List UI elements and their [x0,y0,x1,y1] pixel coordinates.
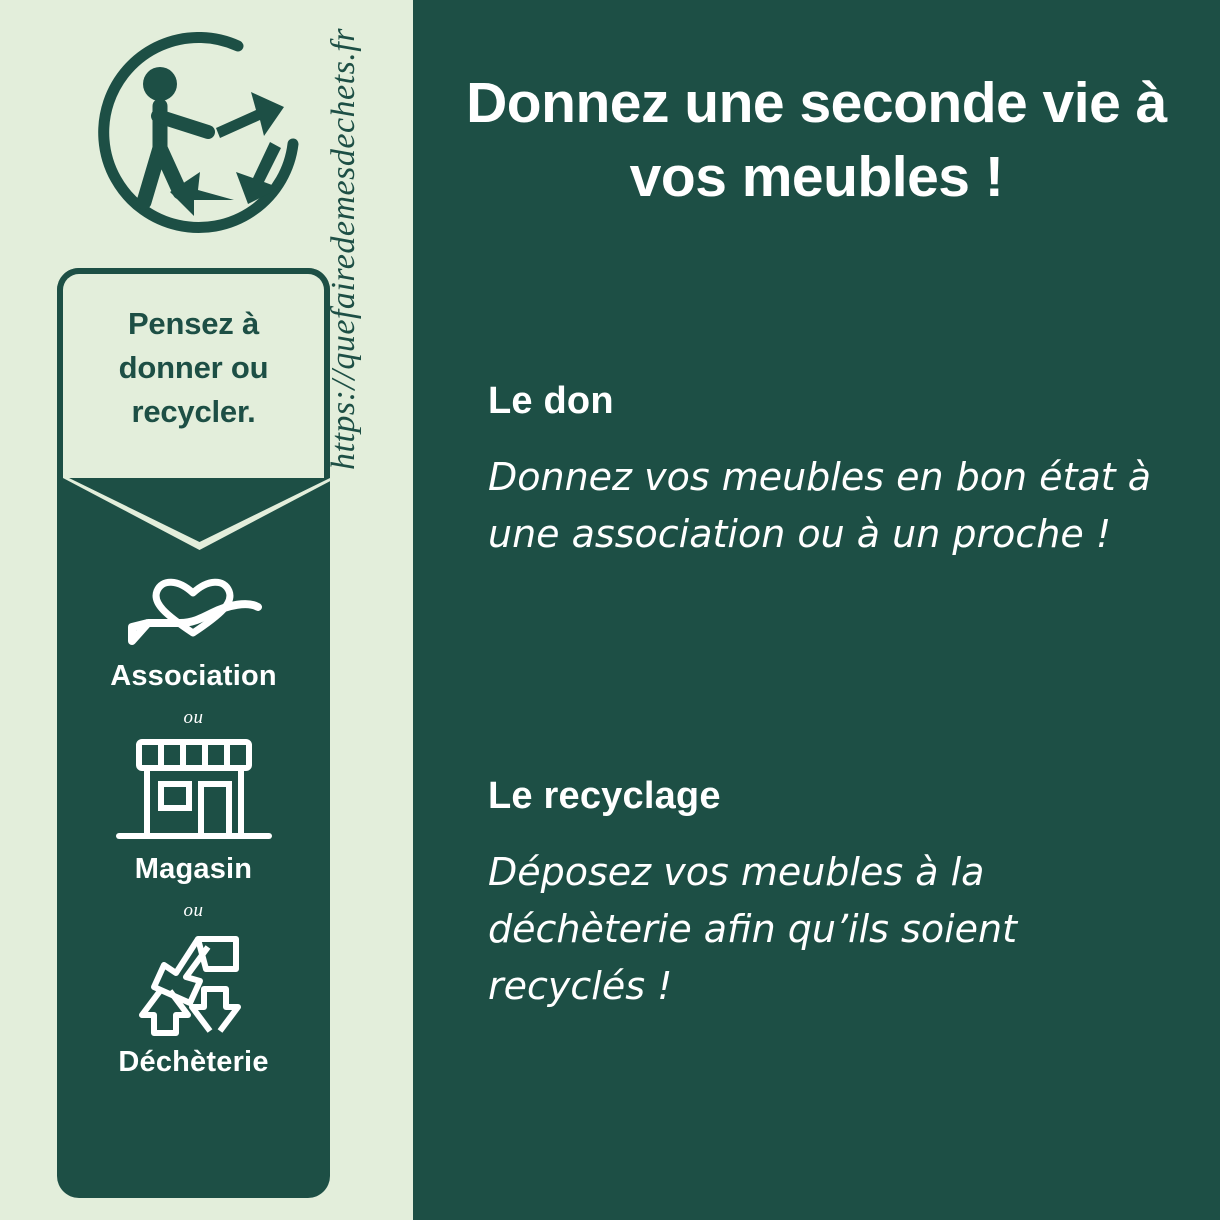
page-title: Donnez une seconde vie à vos meubles ! [466,71,1167,209]
connector-ou-2: ou [183,900,204,921]
section-le-recyclage [488,775,1180,1015]
step-association [110,548,277,693]
steps-list [57,548,330,1198]
advice-line-1: Pensez à [127,306,260,341]
advice-banner [57,268,330,1198]
step-magasin [109,741,279,886]
website-url[interactable]: https://quefairedemesdechets.fr [325,28,362,470]
connector-ou-1: ou [183,707,204,728]
left-panel [0,0,413,1220]
section-title-le-don: Le don [488,380,614,422]
advice-line-2: donner ou [118,350,269,385]
section-le-don [488,380,1180,563]
waste-collection-icon [124,934,264,1038]
right-panel [413,0,1220,1220]
advice-line-3: recycler. [131,394,256,429]
step-label-magasin: Magasin [134,853,253,885]
person-recycling-icon [88,32,318,237]
section-body-le-don: Donnez vos meubles en bon état à une association ou à un proche ! [488,455,1152,556]
section-body-le-recyclage: Déposez vos meubles à la déchèterie afin qu’ils soient recyclés ! [488,850,1018,1008]
banner-notch-inner [69,478,330,542]
step-label-dechterie: Déchèterie [118,1046,269,1078]
advice-banner-head [57,268,330,478]
advice-banner-text [63,302,324,434]
banner-notch [63,478,336,550]
step-dechterie [118,934,268,1079]
hand-heart-icon [118,548,268,652]
section-title-le-recyclage: Le recyclage [488,775,721,817]
step-label-association: Association [110,660,277,692]
shop-icon [109,741,279,845]
